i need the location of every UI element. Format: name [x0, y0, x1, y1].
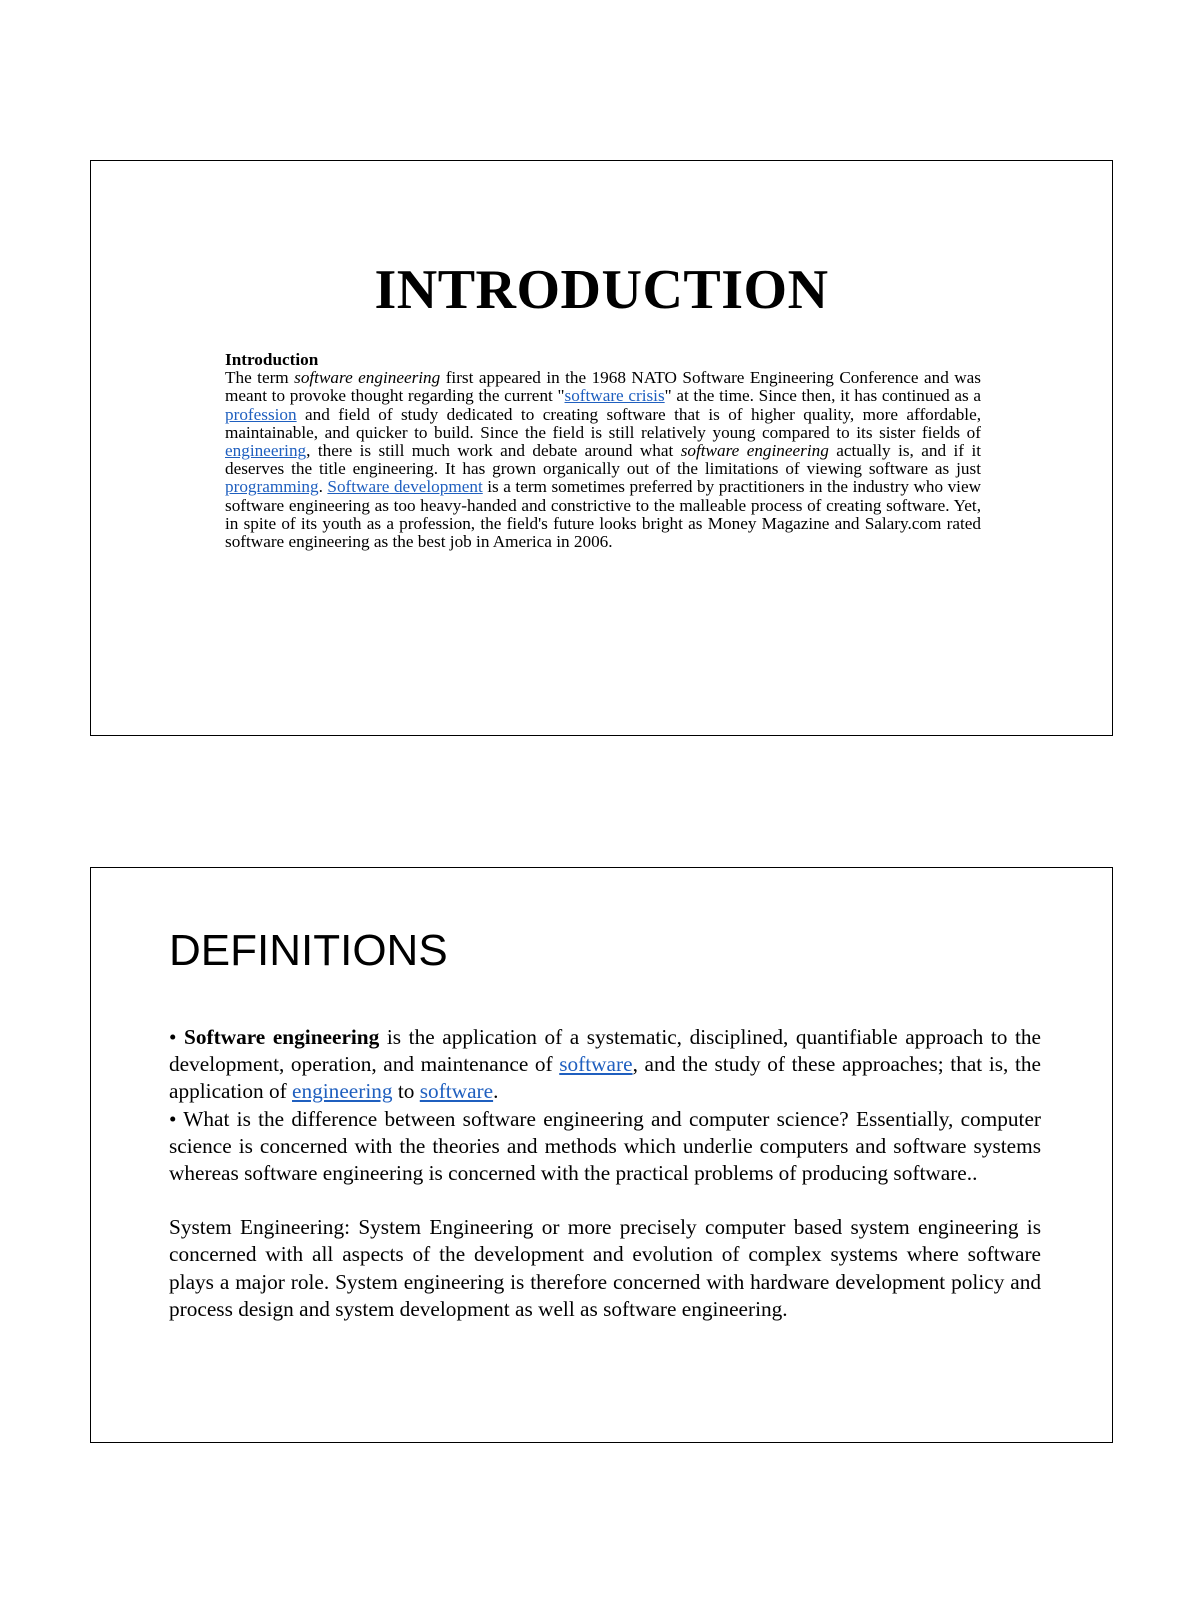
slide-title: DEFINITIONS: [169, 926, 448, 975]
difference-paragraph: • What is the difference between software engineering and computer science? Essentially, computer science is concerned with the theories and methods which underlie computers and software systems whereas software engineering is concerned with the practical problems of producing software..: [169, 1106, 1041, 1186]
link-engineering[interactable]: engineering: [225, 441, 307, 461]
link-programming[interactable]: programming: [225, 477, 319, 497]
link-software[interactable]: software: [419, 1079, 494, 1104]
text-run: actually is, and if it deserves the title engineering. It has grown organically out of the limitations of viewing software as just: [225, 441, 981, 479]
text-run: .: [493, 1079, 499, 1104]
introduction-text: [225, 351, 981, 551]
text-run: , and the study of these approaches; that is, the application of: [169, 1052, 1041, 1104]
link-engineering[interactable]: engineering: [292, 1079, 393, 1104]
text-run: is the application of a systematic, disciplined, quantifiable approach to the development, operation, and maintenance of: [169, 1025, 1041, 1077]
text-run: , there is still much work and debate around what: [306, 441, 681, 461]
system-engineering-paragraph: System Engineering: System Engineering or more precisely computer based system engineering is concerned with all aspects of the development and evolution of complex systems where software plays a major role. System engineering is therefore concerned with hardware development policy and process design and system development as well as software engineering.: [169, 1215, 1041, 1321]
text-run: first appeared in the 1968 NATO Software Engineering Conference and was meant to provoke thought regarding the current ": [225, 368, 981, 406]
bold-term: Software engineering: [184, 1025, 380, 1049]
text-run: to: [392, 1079, 420, 1104]
section-heading: Introduction: [225, 350, 319, 369]
text-run: " at the time. Since then, it has continued as a: [664, 386, 981, 406]
link-software-crisis[interactable]: software crisis: [564, 386, 665, 406]
definition-paragraph: [169, 1024, 1041, 1106]
link-software-development[interactable]: Software development: [327, 477, 483, 497]
bullet: •: [169, 1025, 185, 1049]
text-run: .: [318, 477, 328, 497]
link-profession[interactable]: profession: [225, 404, 297, 424]
slide-introduction: [90, 160, 1113, 736]
slide-title: INTRODUCTION: [374, 259, 829, 321]
text-run: and field of study dedicated to creating software that is of higher quality, more affordable, maintainable, and quicker to build. Since the field is still relatively young compared to its sister fields of: [225, 404, 981, 442]
emphasis-text: software engineering: [680, 441, 829, 461]
definitions-text: [169, 1024, 1041, 1323]
text-run: The term: [225, 368, 295, 388]
emphasis-text: software engineering: [294, 368, 441, 388]
text-run: is a term sometimes preferred by practitioners in the industry who view software engineering as too heavy-handed and constrictive to the malleable process of creating software. Yet, in spite of its youth as a profession, the field's future looks bright as Money Magazine and Salary.com rated software engineering as the best job in America in 2006.: [225, 477, 981, 552]
slide-definitions: [90, 867, 1113, 1443]
link-software[interactable]: software: [559, 1052, 633, 1077]
